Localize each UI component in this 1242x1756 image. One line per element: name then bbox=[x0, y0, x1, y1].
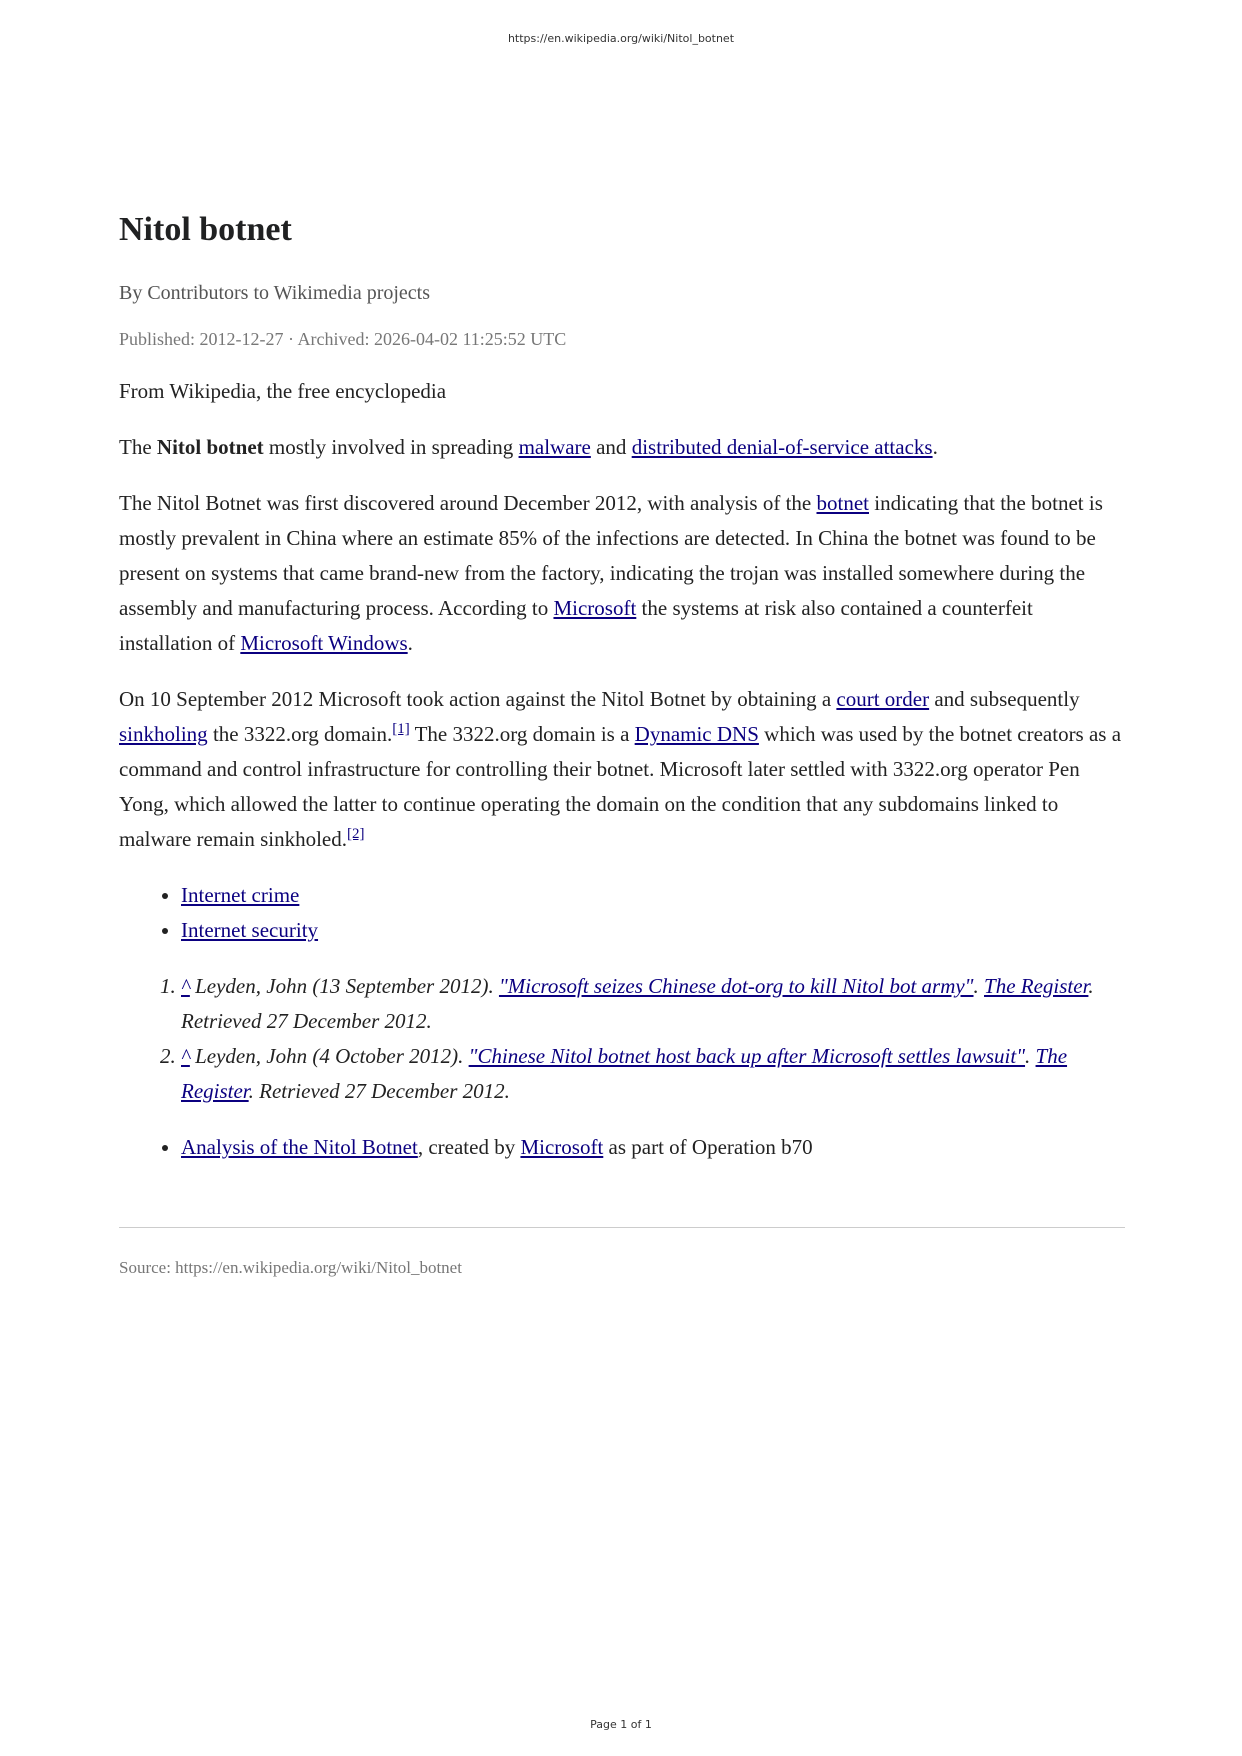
list-item bbox=[181, 913, 1125, 948]
reference-title-link[interactable]: "Chinese Nitol botnet host back up after Microsoft settles lawsuit" bbox=[468, 1043, 1026, 1068]
source-line: Source: https://en.wikipedia.org/wiki/Nitol_botnet bbox=[119, 1257, 462, 1277]
header-url: https://en.wikipedia.org/wiki/Nitol_botnet bbox=[507, 32, 735, 45]
link-botnet[interactable]: botnet bbox=[816, 490, 869, 515]
bold-term: Nitol botnet bbox=[156, 434, 264, 459]
list-item bbox=[181, 878, 1125, 913]
page-number: Page 1 of 1 bbox=[590, 1718, 652, 1731]
link-court-order[interactable]: court order bbox=[836, 686, 930, 711]
discovery-paragraph: The Nitol Botnet was first discovered around December 2012, with analysis of the botnet indicating that the botnet is mostly prevalent in China where an estimate 85% of the infections are detected. In China the botnet was found to be present on systems that came brand-new from the factory, indicating the trojan was installed somewhere during the assembly and manufacturing process. According to Microsoft the systems at risk also contained a counterfeit installation of Microsoft Windows. bbox=[119, 490, 1103, 655]
link-analysis[interactable]: Analysis of the Nitol Botnet bbox=[181, 1134, 418, 1159]
link-sinkholing[interactable]: sinkholing bbox=[119, 721, 208, 746]
publisher-link[interactable]: The Register bbox=[181, 1043, 1068, 1103]
reference-link-1[interactable]: [1] bbox=[392, 720, 410, 737]
takedown-paragraph: On 10 September 2012 Microsoft took action against the Nitol Botnet by obtaining a court order and subsequently sinkholing the 3322.org domain.[1] The 3322.org domain is a Dynamic DNS which was used by the botnet creators as a command and control infrastructure for controlling their botnet. Microsoft later settled with 3322.org operator Pen Yong, which allowed the latter to continue operating the domain on the condition that any subdomains linked to malware remain sinkholed.[2] bbox=[119, 686, 1122, 851]
reference-item: 2. ^ Leyden, John (4 October 2012). "Chinese Nitol botnet host back up after Microsoft settles lawsuit". The Register. Retrieved 27 December 2012. bbox=[181, 1039, 1125, 1109]
list-item: • Analysis of the Nitol Botnet, created by Microsoft as part of Operation b70 bbox=[181, 1130, 1125, 1165]
link-microsoft[interactable]: Microsoft bbox=[553, 595, 637, 620]
intro-paragraph: The Nitol botnet mostly involved in spreading malware and distributed denial-of-service attacks. bbox=[119, 434, 938, 459]
external-links-list bbox=[119, 1130, 1125, 1165]
link-microsoft-external[interactable]: Microsoft bbox=[520, 1134, 604, 1159]
article bbox=[119, 210, 1125, 1285]
reference-item: 1. ^ Leyden, John (13 September 2012). "Microsoft seizes Chinese dot-org to kill Nitol bot army". The Register. Retrieved 27 December 2012. bbox=[181, 969, 1125, 1039]
byline: By Contributors to Wikimedia projects bbox=[119, 281, 431, 304]
link-internet-security[interactable]: Internet security bbox=[181, 917, 319, 942]
backlink-caret[interactable]: ^ bbox=[181, 1043, 190, 1068]
references-list bbox=[119, 969, 1125, 1109]
link-malware[interactable]: malware bbox=[518, 434, 591, 459]
link-internet-crime[interactable]: Internet crime bbox=[181, 882, 300, 907]
reference-link-2[interactable]: [2] bbox=[347, 825, 365, 842]
link-dynamic-dns[interactable]: Dynamic DNS bbox=[634, 721, 759, 746]
reference-title-link[interactable]: "Microsoft seizes Chinese dot-org to kill Nitol bot army" bbox=[498, 973, 974, 998]
link-ddos[interactable]: distributed denial-of-service attacks bbox=[631, 434, 933, 459]
divider bbox=[119, 1227, 1125, 1228]
page-title: Nitol botnet bbox=[119, 211, 292, 248]
link-microsoft-windows[interactable]: Microsoft Windows bbox=[240, 630, 408, 655]
tagline: From Wikipedia, the free encyclopedia bbox=[119, 378, 447, 403]
see-also-list bbox=[119, 878, 1125, 948]
backlink-caret[interactable]: ^ bbox=[181, 973, 190, 998]
publisher-link[interactable]: The Register bbox=[984, 973, 1089, 998]
publish-meta: Published: 2012-12-27 · Archived: 2026-04-02 11:25:52 UTC bbox=[119, 328, 567, 349]
